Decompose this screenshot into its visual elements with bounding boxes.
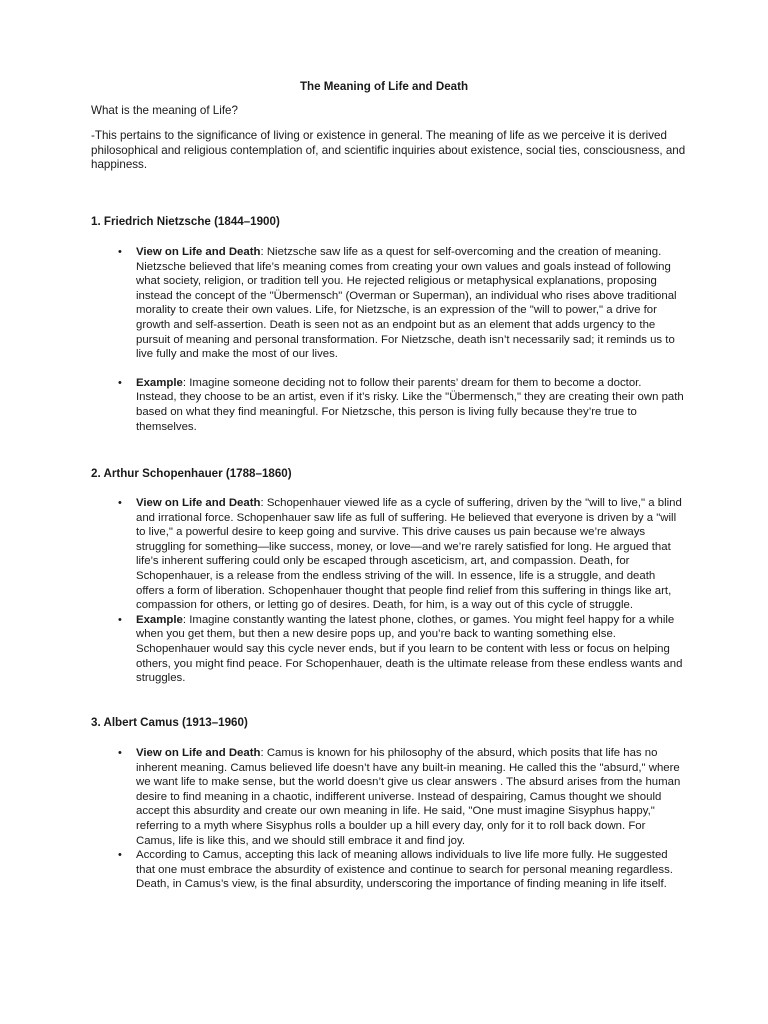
document-title: The Meaning of Life and Death <box>299 80 469 93</box>
item-text: : Imagine constantly wanting the latest phone, clothes, or games. You might feel happy for a while when you get them, but then a new desire pops up, and you’re back to wanting something else. Schopenhauer would say this cycle never ends, but if you learn to be content with less or focus on helping others, you might find peace. For Schopenhauer, death is the ultimate release from these endless wants and struggles. <box>136 613 683 685</box>
bullet-icon: • <box>118 613 122 626</box>
bullet-icon: • <box>118 376 122 389</box>
list-item <box>118 245 684 362</box>
section-list-nietzsche <box>118 245 684 434</box>
intro-paragraph: -This pertains to the significance of living or existence in general. The meaning of life as we perceive it is derived philosophical and religious contemplation of, and scientific inquiries about existence, social ties, consciousness, and happiness. <box>91 129 686 172</box>
bullet-icon: • <box>118 246 122 258</box>
list-item <box>118 746 684 848</box>
item-text: : Schopenhauer viewed life as a cycle of suffering, driven by the "will to live," a blind and irrational force. Schopenhauer saw life as full of suffering. He believed that everyone is driven by a "will to live," a powerful desire to keep going and survive. This drive causes us pain because we’re always struggling for something—like success, money, or love—and we’re rarely satisfied for long. He argued that life’s inherent suffering could only be escaped through asceticism, art, and compassion. Death, for Schopenhauer, is a release from the endless striving of the will. In essence, life is a struggle, and death offers a form of liberation. Schopenhauer thought that people find relief from this suffering in things like art, compassion for others, or letting go of desires. Death, for him, is a way out of this cycle of struggle. <box>136 497 682 612</box>
item-label: Example <box>136 613 183 626</box>
list-item <box>118 376 684 434</box>
section-heading-camus: 3. Albert Camus (1913–1960) <box>91 716 248 729</box>
question-line: What is the meaning of Life? <box>91 104 238 117</box>
section-heading-nietzsche: 1. Friedrich Nietzsche (1844–1900) <box>91 215 280 228</box>
bullet-icon: • <box>118 747 122 759</box>
item-label: View on Life and Death <box>136 246 261 258</box>
section-list-schopenhauer <box>118 496 684 686</box>
item-text: : Nietzsche saw life as a quest for self-overcoming and the creation of meaning. Nietzsche believed that life’s meaning comes from creating your own values and goals instead of following what society, religion, or tradition tell you. He rejected religious or metaphysical explanations, proposing instead the concept of the "Übermensch" (Overman or Superman), an individual who rises above traditional morality to create their own values. Life, for Nietzsche, is an expression of the "will to power," a drive for growth and self-assertion. Death is seen not as an endpoint but as an element that adds urgency to the pursuit of meaning and personal transformation. For Nietzsche, death isn’t necessarily sad; it reminds us to live fully and make the most of our lives. <box>136 246 677 361</box>
bullet-icon: • <box>118 849 122 862</box>
item-text: : Imagine someone deciding not to follow their parents’ dream for them to become a doctor. Instead, they choose to be an artist, even if it’s risky. Like the "Übermensch," they are creating their own path based on what they find meaningful. For Nietzsche, this person is living fully because they’re true to themselves. <box>136 376 684 433</box>
list-item <box>118 496 684 613</box>
section-list-camus <box>118 746 684 892</box>
section-heading-schopenhauer: 2. Arthur Schopenhauer (1788–1860) <box>91 467 292 480</box>
item-text: : Camus is known for his philosophy of the absurd, which posits that life has no inherent meaning. Camus believed life doesn’t have any built-in meaning. He called this the "absurd," where we want life to make sense, but the world doesn’t give us clear answers . The absurd arises from the human desire to find meaning in a chaotic, indifferent universe. Instead of despairing, Camus thought we should accept this absurdity and create our own meaning in life. He said, "One must imagine Sisyphus happy," referring to a myth where Sisyphus rolls a boulder up a hill every day, only for it to roll back down. For Camus, life is like this, and we should still embrace it and find joy. <box>136 747 681 847</box>
list-item <box>118 613 684 686</box>
item-text: According to Camus, accepting this lack of meaning allows individuals to live life more fully. He suggested that one must embrace the absurdity of existence and continue to search for personal meaning regardless. Death, in Camus’s view, is the final absurdity, underscoring the importance of finding meaning in life itself. <box>136 849 673 891</box>
item-label: Example <box>136 376 183 389</box>
bullet-icon: • <box>118 497 122 509</box>
list-item <box>118 848 684 892</box>
item-label: View on Life and Death <box>136 497 261 509</box>
item-label: View on Life and Death <box>136 747 261 759</box>
